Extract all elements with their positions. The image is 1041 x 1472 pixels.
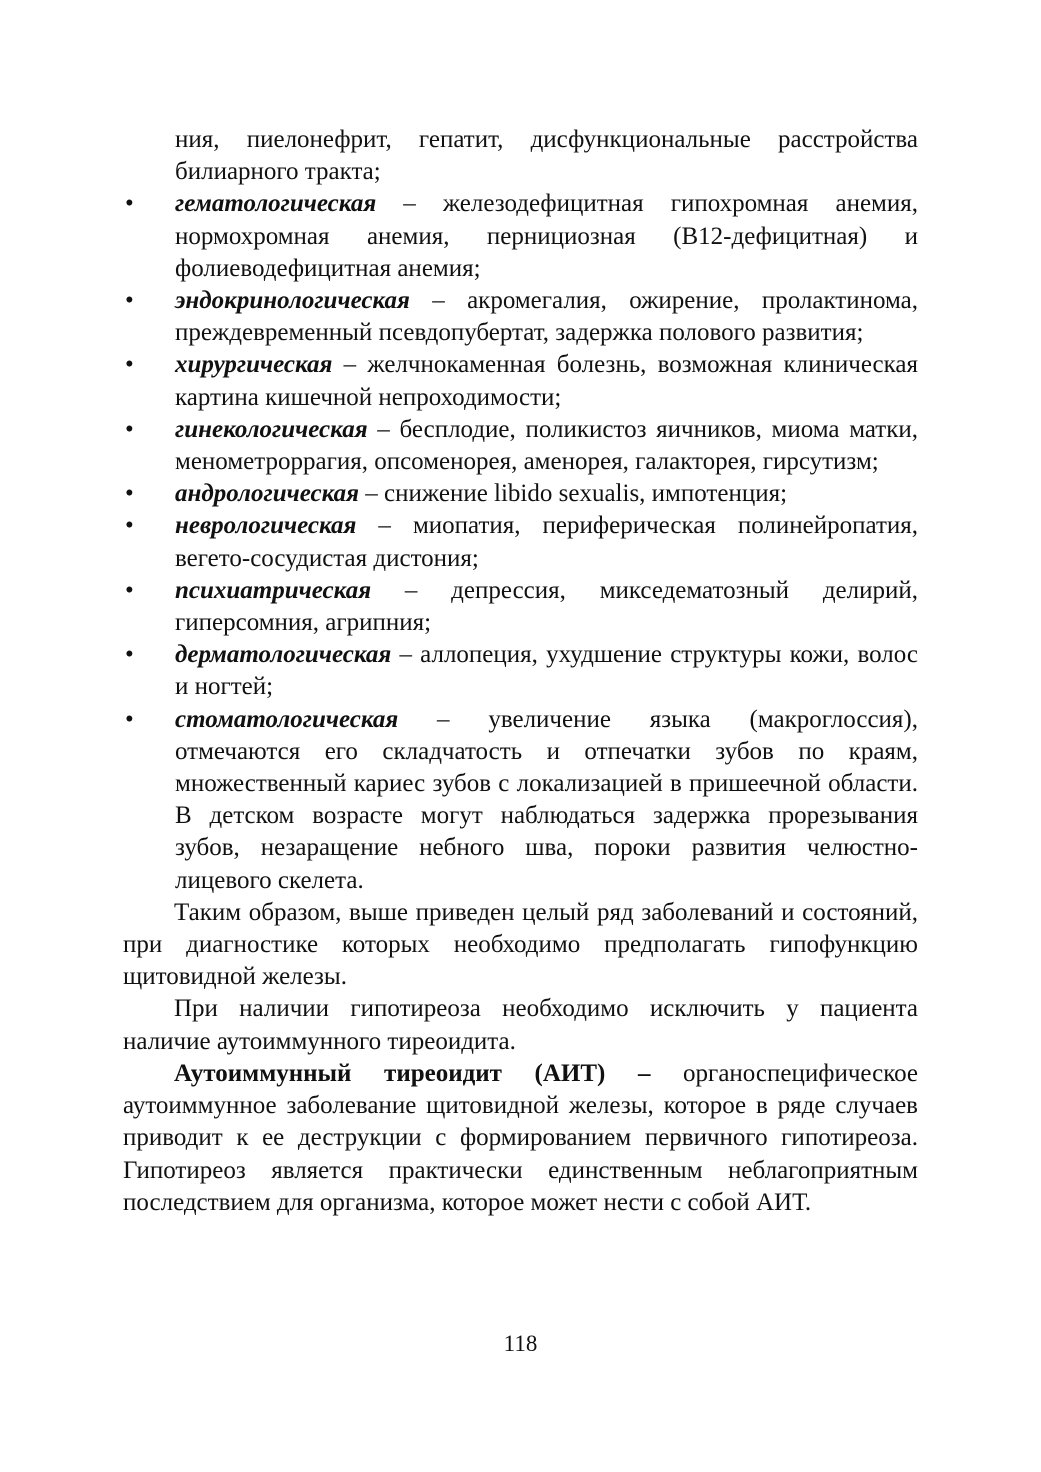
item-term: андрологическая [175, 480, 360, 508]
list-item [123, 510, 918, 574]
bullet-marker: • [125, 287, 134, 315]
bullet-marker: • [125, 190, 134, 218]
summary-paragraph: Таким образом, выше приведен целый ряд заболеваний и состояний, при диагностике которых необходимо предполагать гипофункцию щитовидной железы. [123, 898, 918, 991]
item-text: – железодефицитная гипохромная анемия, нормохромная анемия, пернициозная (В12-дефицитная) и фолиеводефицитная анемия; [175, 190, 918, 282]
list-item [123, 478, 918, 510]
item-term: эндокринологическая [175, 287, 410, 315]
item-text: – акромегалия, ожирение, пролактинома, преждевременный псевдопубертат, задержка полового развития; [175, 287, 918, 347]
list-item [123, 575, 918, 639]
bullet-marker: • [125, 415, 134, 443]
list-item [123, 414, 918, 478]
bullet-marker: • [125, 480, 134, 508]
page-number: 118 [503, 1331, 538, 1356]
item-term: неврологическая [175, 512, 357, 540]
bullet-marker: • [125, 351, 134, 379]
list-item [123, 285, 918, 349]
ait-text: органоспецифическое аутоиммунное заболевание щитовидной железы, которое в ряде случаев приводит к ее деструкции с формированием первичного гипотиреоза. Гипотиреоз является практически единственным неблагоприятным последствием для организма, которое может нести с собой АИТ. [123, 1059, 918, 1216]
list-item [123, 188, 918, 285]
bullet-marker: • [125, 576, 134, 604]
bullet-marker: • [125, 641, 134, 669]
item-term: психиатрическая [175, 576, 372, 604]
item-text: – аллопеция, ухудшение структуры кожи, волос и ногтей; [175, 641, 918, 701]
continued-text: ния, пиелонефрит, гепатит, дисфункциональные расстройства билиарного тракта; [175, 126, 918, 186]
bullet-marker: • [125, 705, 134, 733]
item-term: хирургическая [175, 351, 333, 379]
ait-definition-paragraph [123, 1058, 918, 1219]
page-body [123, 124, 918, 1219]
item-term: гинекологическая [175, 415, 368, 443]
list-item [123, 704, 918, 897]
list-item [123, 639, 918, 703]
list-item [123, 349, 918, 413]
item-term: стоматологическая [175, 705, 399, 733]
item-term: дерматологическая [175, 641, 392, 669]
bullet-marker: • [125, 512, 134, 540]
ait-term: Аутоиммунный тиреоидит (АИТ) – [174, 1059, 651, 1087]
item-text: – бесплодие, поликистоз яичников, миома матки, менометроррагия, опсоменорея, аменорея, галакторея, гирсутизм; [175, 415, 918, 476]
item-text: – увеличение языка (макроглоссия), отмечаются его складчатость и отпечатки зубов по краям, множественный кариес зубов с локализацией в пришеечной области. В детском возрасте могут наблюдаться задержка прорезывания зубов, незаращение небного шва, пороки развития челюстно-лицевого скелета. [175, 705, 918, 894]
item-text: – снижение libido sexualis, импотенция; [359, 480, 788, 508]
hypothyroidism-paragraph: При наличии гипотиреоза необходимо исключить у пациента наличие аутоиммунного тиреоидита. [123, 995, 918, 1055]
item-text: – миопатия, периферическая полинейропатия, вегето-сосудистая дистония; [175, 512, 918, 572]
item-text: – желчнокаменная болезнь, возможная клиническая картина кишечной непроходимости; [175, 351, 918, 411]
manifestations-list [123, 188, 918, 896]
item-term: гематологическая [175, 190, 377, 218]
item-text: – депрессия, микседематозный делирий, гиперсомния, агрипния; [175, 576, 918, 637]
